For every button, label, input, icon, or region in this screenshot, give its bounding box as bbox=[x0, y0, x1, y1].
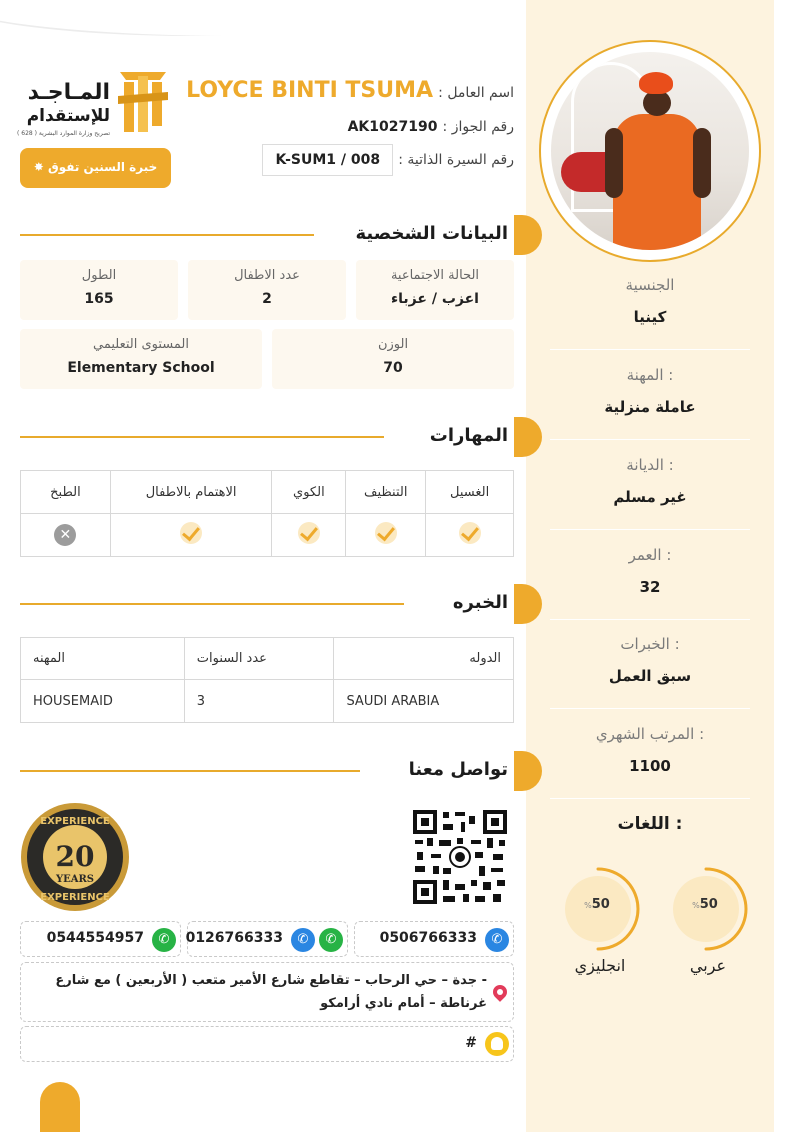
experience-item bbox=[550, 635, 750, 685]
cv-row bbox=[262, 144, 514, 176]
phone-icon: ✆ bbox=[291, 928, 315, 952]
phone-number-3[interactable]: 0544554957 bbox=[46, 930, 144, 946]
section-line bbox=[20, 234, 314, 236]
section-title: الخبره bbox=[452, 592, 508, 613]
snapchat-icon bbox=[485, 1032, 509, 1056]
percent-sign: % bbox=[692, 901, 700, 910]
nationality-label: الجنسية bbox=[625, 276, 675, 294]
photo-headwrap bbox=[639, 72, 673, 94]
address-text: - جدة – حي الرحاب – تقاطع شارع الأمير متعب ( الأربعين ) مع شارع غرناطة – أمام نادي أرامكو bbox=[55, 973, 487, 1011]
languages-title: اللغات : bbox=[617, 814, 683, 834]
children-value: 2 bbox=[262, 291, 272, 307]
percent-sign: % bbox=[584, 901, 592, 910]
worker-name-row bbox=[186, 78, 514, 103]
worker-photo bbox=[551, 52, 749, 250]
age-item bbox=[550, 546, 750, 596]
experience-label: الخبرات : bbox=[620, 635, 680, 653]
divider bbox=[550, 439, 750, 440]
phone-number-2[interactable]: 0126766333 bbox=[185, 930, 283, 946]
address-box bbox=[20, 962, 514, 1022]
contact-phone-2[interactable] bbox=[187, 921, 348, 957]
worker-name: LOYCE BINTI TSUMA bbox=[186, 78, 434, 103]
language-name: عربي bbox=[689, 956, 727, 975]
contact-phone-1[interactable] bbox=[354, 921, 514, 957]
whatsapp-icon: ✆ bbox=[152, 928, 176, 952]
divider bbox=[550, 349, 750, 350]
divider bbox=[550, 529, 750, 530]
children-label: عدد الاطفال bbox=[234, 268, 300, 283]
section-title: تواصل معنا bbox=[408, 759, 508, 780]
marital-card bbox=[356, 260, 514, 320]
profession-item bbox=[550, 366, 750, 416]
experience-section-header bbox=[20, 584, 514, 624]
height-value: 165 bbox=[84, 291, 114, 307]
snapchat-handle[interactable]: # bbox=[465, 1035, 477, 1051]
language-arabic bbox=[663, 866, 753, 975]
exp-years-header: عدد السنوات bbox=[184, 638, 334, 680]
skill-ironing-status bbox=[272, 514, 346, 557]
check-icon bbox=[459, 522, 481, 544]
experience-badge bbox=[20, 148, 171, 188]
age-value: 32 bbox=[639, 578, 661, 596]
exp-profession: HOUSEMAID bbox=[21, 680, 185, 723]
contact-phone-3[interactable] bbox=[20, 921, 181, 957]
cv-label: رقم السيرة الذاتية : bbox=[398, 152, 514, 168]
contact-section-header bbox=[20, 751, 514, 791]
percent-value: 50 bbox=[699, 897, 718, 912]
weight-label: الوزن bbox=[377, 337, 409, 352]
snapchat-box[interactable] bbox=[20, 1026, 514, 1062]
seal-top-text: EXPERIENCE bbox=[40, 816, 110, 827]
experience-value: سبق العمل bbox=[608, 667, 692, 685]
worker-photo-frame bbox=[539, 40, 761, 262]
education-value: Elementary School bbox=[67, 360, 215, 376]
religion-label: الديانة : bbox=[626, 456, 674, 474]
divider bbox=[550, 708, 750, 709]
logo-line2: للإستقدام bbox=[26, 106, 110, 126]
passport-number: AK1027190 bbox=[347, 119, 438, 135]
language-english bbox=[555, 866, 645, 975]
religion-value: غير مسلم bbox=[613, 488, 687, 506]
location-pin-icon bbox=[490, 982, 510, 1002]
company-logo bbox=[17, 66, 172, 146]
skill-washing: الغسيل bbox=[426, 471, 514, 514]
skill-cooking-status bbox=[21, 514, 111, 557]
education-card bbox=[20, 329, 262, 389]
section-line bbox=[20, 436, 384, 438]
experience-header-row bbox=[21, 638, 514, 680]
exp-profession-header: المهنه bbox=[21, 638, 185, 680]
star-icon: ✸ bbox=[33, 160, 48, 174]
personal-section-header bbox=[20, 215, 514, 255]
logo-line1: المـاجـد bbox=[27, 80, 110, 105]
seal-number: 20 bbox=[55, 840, 95, 873]
age-label: العمر : bbox=[628, 546, 672, 564]
logo-license: تصريح وزارة الموارد البشرية ( 628 ) bbox=[17, 130, 110, 137]
section-title: البيانات الشخصية bbox=[355, 223, 508, 244]
skills-table bbox=[20, 470, 514, 557]
cv-number: K-SUM1 / 008 bbox=[262, 144, 393, 176]
skills-header-row bbox=[21, 471, 514, 514]
divider bbox=[550, 619, 750, 620]
phone-icon: ✆ bbox=[485, 928, 509, 952]
photo-arm-left bbox=[605, 128, 623, 198]
skill-cooking: الطبخ bbox=[21, 471, 111, 514]
phone-number-1[interactable]: 0506766333 bbox=[379, 930, 477, 946]
nationality-value: كينيا bbox=[633, 308, 667, 326]
nationality-item bbox=[550, 276, 750, 326]
education-label: المستوى التعليمي bbox=[93, 337, 189, 352]
exp-years: 3 bbox=[184, 680, 334, 723]
profession-value: عاملة منزلية bbox=[604, 398, 696, 416]
check-icon bbox=[180, 522, 202, 544]
divider bbox=[550, 798, 750, 799]
seal-years: YEARS bbox=[55, 874, 95, 885]
passport-row bbox=[348, 116, 514, 135]
seal-bottom-text: EXPERIENCE bbox=[40, 892, 110, 903]
skill-childcare: الاهتمام بالاطفال bbox=[110, 471, 272, 514]
language-level-ring bbox=[668, 866, 748, 946]
children-card bbox=[188, 260, 346, 320]
photo-dress bbox=[613, 114, 701, 250]
worker-name-label: اسم العامل : bbox=[438, 85, 514, 101]
check-icon bbox=[375, 522, 397, 544]
skill-cleaning: التنظيف bbox=[346, 471, 426, 514]
weight-value: 70 bbox=[383, 360, 403, 376]
height-label: الطول bbox=[81, 268, 117, 283]
salary-item bbox=[550, 725, 750, 775]
exp-country: SAUDI ARABIA bbox=[334, 680, 514, 723]
salary-label: المرتب الشهري : bbox=[595, 725, 705, 743]
skill-cleaning-status bbox=[346, 514, 426, 557]
height-card bbox=[20, 260, 178, 320]
weight-card bbox=[272, 329, 514, 389]
bottom-decoration-tab bbox=[40, 1082, 80, 1132]
whatsapp-icon: ✆ bbox=[319, 928, 343, 952]
skills-section-header bbox=[20, 417, 514, 457]
exp-country-header: الدوله bbox=[334, 638, 514, 680]
language-percent bbox=[560, 897, 634, 912]
language-level-ring bbox=[560, 866, 640, 946]
logo-mark-icon bbox=[114, 66, 172, 138]
table-row bbox=[21, 680, 514, 723]
cross-icon: ✕ bbox=[54, 524, 76, 546]
experience-seal-icon bbox=[20, 802, 130, 912]
profession-label: المهنة : bbox=[626, 366, 674, 384]
percent-value: 50 bbox=[591, 897, 610, 912]
marital-label: الحالة الاجتماعية bbox=[390, 268, 480, 283]
marital-value: اعزب / عزباء bbox=[391, 291, 479, 307]
section-line bbox=[20, 603, 404, 605]
skill-washing-status bbox=[426, 514, 514, 557]
skill-ironing: الكوي bbox=[272, 471, 346, 514]
salary-value: 1100 bbox=[629, 757, 671, 775]
skills-value-row bbox=[21, 514, 514, 557]
check-icon bbox=[298, 522, 320, 544]
language-percent bbox=[668, 897, 742, 912]
skill-childcare-status bbox=[110, 514, 272, 557]
photo-arm-right bbox=[693, 128, 711, 198]
badge-label: خبرة السنين تفوق bbox=[47, 160, 158, 174]
section-title: المهارات bbox=[429, 425, 508, 446]
experience-table bbox=[20, 637, 514, 723]
language-name: انجليزي bbox=[574, 956, 626, 975]
section-line bbox=[20, 770, 360, 772]
passport-label: رقم الجواز : bbox=[442, 119, 514, 135]
religion-item bbox=[550, 456, 750, 506]
qr-code-icon[interactable] bbox=[413, 810, 507, 904]
